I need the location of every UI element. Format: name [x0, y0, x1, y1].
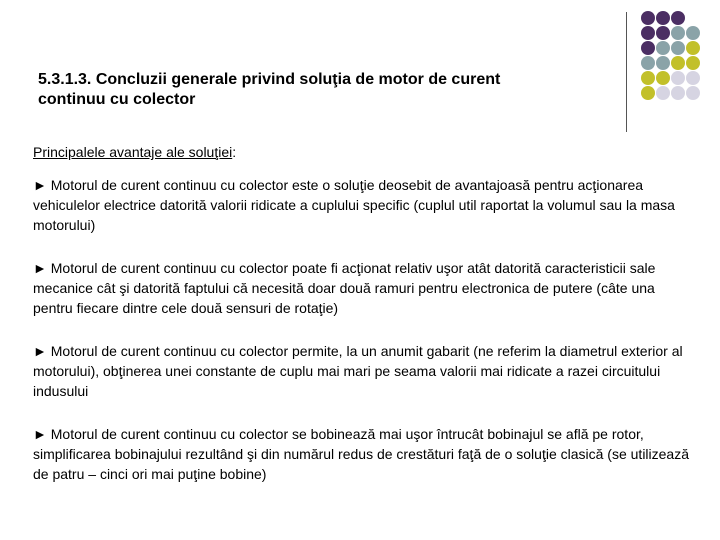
decorative-dot — [656, 26, 670, 40]
subtitle-text: Principalele avantaje ale soluţiei — [33, 144, 233, 160]
bullet-arrow-icon: ► — [33, 260, 47, 276]
bullet-item — [33, 341, 693, 401]
decorative-dot — [671, 11, 685, 25]
decorative-dot — [641, 56, 655, 70]
slide-title — [38, 70, 618, 110]
decorative-dot — [641, 86, 655, 100]
decorative-dot — [686, 71, 700, 85]
bullet-text: Motorul de curent continuu cu colector se bobinează mai uşor întrucât bobinajul se află pe rotor, simplificarea bobinajului rezultând şi din numărul redus de crestături faţă de o soluţie clasică (se utilizează de patru – cinci ori mai puţine bobine) — [33, 426, 690, 482]
bullet-item — [33, 175, 693, 235]
bullet-arrow-icon: ► — [33, 343, 47, 359]
decorative-dot — [671, 41, 685, 55]
bullet-arrow-icon: ► — [33, 177, 47, 193]
decorative-vertical-line — [626, 12, 627, 132]
decorative-dot — [686, 56, 700, 70]
decorative-dot — [656, 11, 670, 25]
decorative-dot — [656, 71, 670, 85]
decorative-dot — [641, 26, 655, 40]
decorative-dot — [671, 71, 685, 85]
decorative-dot — [671, 56, 685, 70]
decorative-dot — [686, 41, 700, 55]
decorative-dot — [641, 71, 655, 85]
slide-title-line-2: continuu cu colector — [38, 91, 196, 108]
bullet-text: Motorul de curent continuu cu colector permite, la un anumit gabarit (ne referim la diametrul exterior al motorului), obţinerea unei constante de cuplu mai mari pe seama valorii mai ridicate a razei circuitului indusului — [33, 343, 683, 399]
decorative-dot — [656, 56, 670, 70]
slide-title-line-1: 5.3.1.3. Concluzii generale privind soluţia de motor de curent — [38, 71, 501, 88]
bullet-text: Motorul de curent continuu cu colector poate fi acţionat relativ uşor atât datorită caracteristicii sale mecanice cât şi datorită faptului că necesită doar două ramuri pentru electronica de putere (câte una pentru fiecare dintre cele două sensuri de rotaţie) — [33, 260, 656, 316]
decorative-dot — [686, 86, 700, 100]
subtitle-colon: : — [232, 144, 237, 160]
decorative-dot — [686, 26, 700, 40]
decorative-dot — [641, 41, 655, 55]
bullet-arrow-icon: ► — [33, 426, 47, 442]
decorative-dot — [671, 26, 685, 40]
decorative-dot — [641, 11, 655, 25]
decorative-dot — [656, 86, 670, 100]
decorative-dot — [656, 41, 670, 55]
section-subtitle — [33, 143, 693, 161]
bullet-item — [33, 424, 693, 484]
decorative-dot — [671, 86, 685, 100]
bullet-text: Motorul de curent continuu cu colector este o soluţie deosebit de avantajoasă pentru acţionarea vehiculelor electrice datorită valorii ridicate a cuplului specific (cuplul util raportat la volumul sau la masa motorului) — [33, 177, 675, 233]
bullet-item — [33, 258, 693, 318]
slide-body — [33, 143, 693, 507]
